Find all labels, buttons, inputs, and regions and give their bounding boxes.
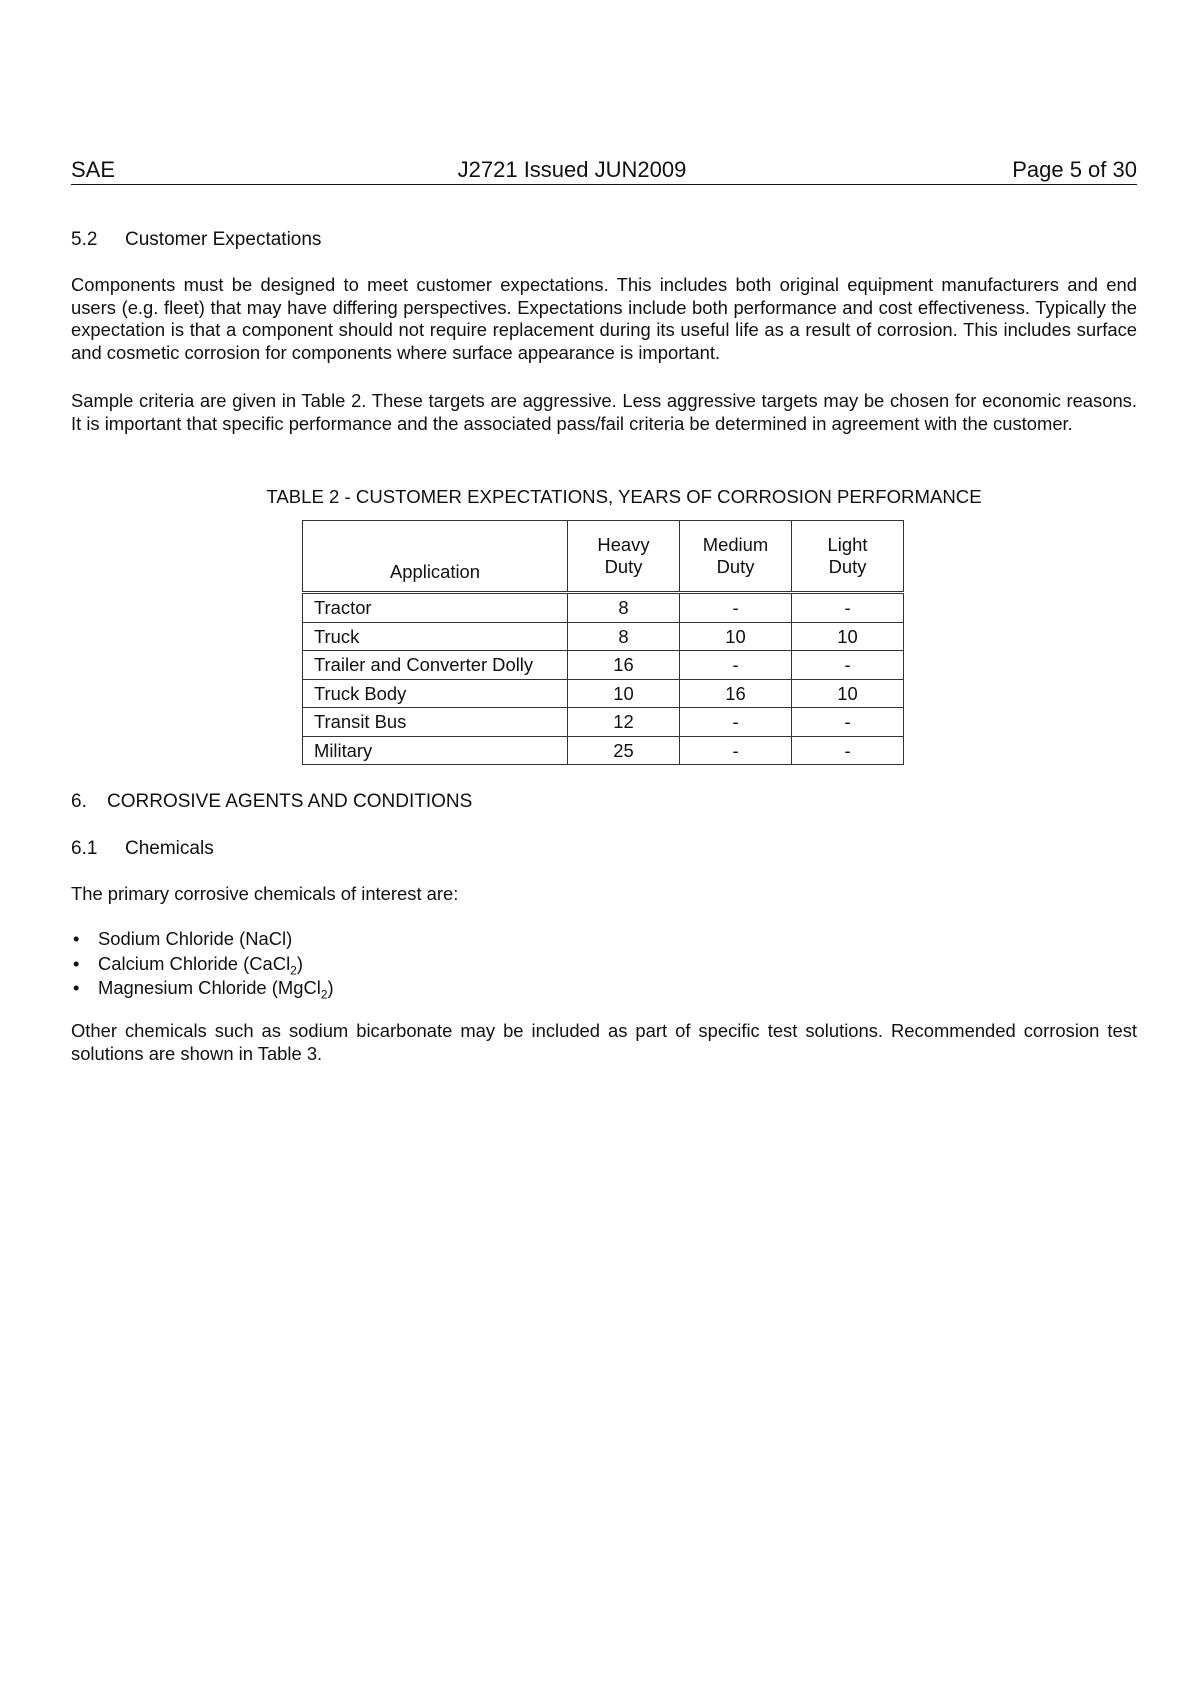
section-6-1-heading xyxy=(71,837,214,861)
cell-medium-duty: - xyxy=(680,651,792,680)
cell-application: Truck xyxy=(303,622,568,651)
cell-application: Tractor xyxy=(303,593,568,623)
chemical-formula: (CaCl xyxy=(243,952,291,974)
header-organization: SAE xyxy=(71,157,116,182)
column-header-medium-duty xyxy=(680,521,792,593)
header-line: Light xyxy=(827,534,868,555)
table-row xyxy=(303,651,904,680)
chemical-name: Sodium Chloride xyxy=(98,928,234,949)
list-item xyxy=(71,976,334,1001)
chemical-name: Calcium Chloride xyxy=(98,952,239,974)
table-row xyxy=(303,679,904,708)
section-6-1-intro: The primary corrosive chemicals of interest are: xyxy=(71,883,459,904)
cell-medium-duty: 10 xyxy=(680,622,792,651)
cell-light-duty: - xyxy=(792,651,904,680)
bullet-icon: • xyxy=(73,952,80,974)
cell-heavy-duty: 12 xyxy=(568,708,680,737)
list-item xyxy=(71,927,334,952)
section-5-2-heading xyxy=(71,228,321,252)
column-header-light-duty xyxy=(792,521,904,593)
cell-light-duty: 10 xyxy=(792,622,904,651)
header-line: Medium xyxy=(702,534,769,555)
section-title: CORROSIVE AGENTS AND CONDITIONS xyxy=(107,791,473,812)
formula-close: ) xyxy=(296,952,303,974)
bullet-icon: • xyxy=(73,928,80,949)
cell-light-duty: - xyxy=(792,593,904,623)
column-header-heavy-duty xyxy=(568,521,680,593)
header-document-id: J2721 Issued JUN2009 xyxy=(457,157,687,182)
header-page-number: Page 5 of 30 xyxy=(1012,157,1137,182)
cell-heavy-duty: 16 xyxy=(568,651,680,680)
page-header xyxy=(71,156,1137,185)
header-line: Duty xyxy=(604,556,643,577)
cell-medium-duty: - xyxy=(680,708,792,737)
section-number: 6.1 xyxy=(71,838,98,859)
table-2 xyxy=(302,520,904,765)
column-header-application: Application xyxy=(303,521,568,593)
section-6-1-closing: Other chemicals such as sodium bicarbonate may be included as part of specific test solutions. Recommended corrosion test solutions are shown in Table 3. xyxy=(71,1020,1137,1064)
chemical-formula: (MgCl xyxy=(271,977,321,998)
cell-heavy-duty: 8 xyxy=(568,593,680,623)
list-item xyxy=(71,952,334,977)
section-5-2-paragraph-1: Components must be designed to meet customer expectations. This includes both original equipment manufacturers and end users (e.g. fleet) that may have differing perspectives. Expectations include both performance and cost effectiveness. Typically the expectation is that a component should not require replacement during its useful life as a result of corrosion. This includes surface and cosmetic corrosion for components where surface appearance is important. xyxy=(71,274,1137,363)
header-line: Duty xyxy=(828,556,867,577)
chemical-name: Magnesium Chloride xyxy=(98,977,267,998)
table-row xyxy=(303,736,904,765)
table-2-caption: TABLE 2 - CUSTOMER EXPECTATIONS, YEARS OF CORROSION PERFORMANCE xyxy=(266,486,982,507)
cell-heavy-duty: 10 xyxy=(568,679,680,708)
cell-application: Truck Body xyxy=(303,679,568,708)
cell-application: Transit Bus xyxy=(303,708,568,737)
formula-subscript: 2 xyxy=(320,987,328,1002)
table-row xyxy=(303,708,904,737)
cell-heavy-duty: 25 xyxy=(568,736,680,765)
cell-application: Military xyxy=(303,736,568,765)
chemical-formula: (NaCl) xyxy=(239,928,293,949)
header-line: Duty xyxy=(716,556,755,577)
formula-close: ) xyxy=(327,977,334,998)
bullet-icon: • xyxy=(73,977,80,998)
cell-medium-duty: - xyxy=(680,593,792,623)
header-line: Heavy xyxy=(597,534,650,555)
section-6-heading xyxy=(71,790,472,814)
section-title: Chemicals xyxy=(125,838,214,859)
section-number: 5.2 xyxy=(71,229,98,250)
chemicals-list xyxy=(71,927,334,1001)
cell-heavy-duty: 8 xyxy=(568,622,680,651)
table-header-row xyxy=(303,521,904,593)
cell-medium-duty: - xyxy=(680,736,792,765)
cell-light-duty: - xyxy=(792,736,904,765)
cell-medium-duty: 16 xyxy=(680,679,792,708)
cell-light-duty: 10 xyxy=(792,679,904,708)
table-row xyxy=(303,622,904,651)
section-number: 6. xyxy=(71,791,87,812)
cell-light-duty: - xyxy=(792,708,904,737)
section-title: Customer Expectations xyxy=(125,229,322,250)
formula-subscript: 2 xyxy=(290,963,297,978)
cell-application: Trailer and Converter Dolly xyxy=(303,651,568,680)
section-5-2-paragraph-2: Sample criteria are given in Table 2. These targets are aggressive. Less aggressive targets may be chosen for economic reasons. It is important that specific performance and the associated pass/fail criteria be determined in agreement with the customer. xyxy=(71,390,1137,434)
table-row xyxy=(303,593,904,623)
